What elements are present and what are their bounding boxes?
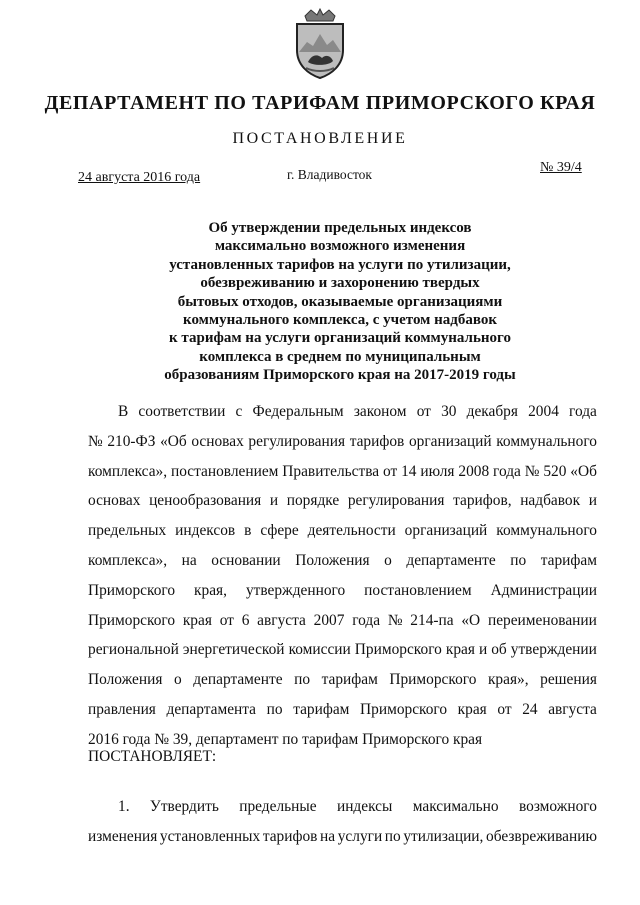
word: года bbox=[352, 611, 381, 629]
word: о bbox=[384, 551, 392, 569]
word: сфере bbox=[260, 522, 299, 540]
word: 2008 bbox=[458, 462, 490, 480]
word: Приморского bbox=[88, 611, 176, 629]
paragraph-line bbox=[88, 516, 597, 546]
word: августа bbox=[257, 611, 306, 629]
word: организаций bbox=[404, 522, 488, 540]
word: предельных bbox=[88, 522, 167, 540]
subject-line: комплекса в среднем по муниципальным bbox=[199, 348, 481, 365]
subject-line: коммунального комплекса, с учетом надбавок bbox=[183, 312, 497, 329]
word: услуги bbox=[337, 827, 383, 845]
word: коммунального bbox=[496, 522, 597, 540]
word: края bbox=[445, 641, 475, 659]
word: основах bbox=[191, 432, 244, 450]
document-date: 24 августа 2016 года bbox=[78, 170, 201, 185]
word: индексов bbox=[175, 522, 236, 540]
word: предельные bbox=[239, 798, 317, 815]
word: «Об bbox=[160, 432, 187, 450]
subject-line: установленных тарифов на услуги по утилизации, bbox=[169, 256, 511, 273]
paragraph-line bbox=[88, 635, 597, 665]
word: по bbox=[384, 827, 401, 845]
word: коммунального bbox=[496, 432, 597, 450]
subject-line: обезвреживанию и захоронению твердых bbox=[200, 275, 480, 292]
paragraph-line bbox=[88, 546, 597, 576]
word: Приморского bbox=[354, 641, 442, 659]
word: края», bbox=[487, 671, 529, 689]
word: Приморского bbox=[88, 581, 176, 599]
word: об bbox=[491, 641, 507, 659]
word: Приморского bbox=[389, 671, 477, 689]
word: переименовании bbox=[487, 611, 597, 629]
word: июля bbox=[420, 462, 455, 480]
word: В bbox=[118, 403, 129, 420]
subject-line: бытовых отходов, оказываемые организациями bbox=[177, 293, 503, 310]
paragraph-line bbox=[88, 457, 597, 487]
word: порядке bbox=[286, 492, 340, 510]
word: года bbox=[493, 462, 521, 480]
word: от bbox=[416, 403, 431, 420]
word: № bbox=[524, 462, 540, 480]
word: постановлением bbox=[170, 462, 279, 480]
word: основах bbox=[88, 492, 141, 510]
word: Утвердить bbox=[149, 798, 219, 815]
word: организаций bbox=[408, 432, 492, 450]
word: Положения bbox=[295, 551, 370, 569]
word: № bbox=[387, 611, 403, 629]
item-1-paragraph bbox=[88, 792, 597, 852]
paragraph-line bbox=[88, 822, 597, 852]
word: «О bbox=[461, 611, 481, 629]
paragraph-line: 2016 года № 39, департамент по тарифам Приморского края bbox=[88, 730, 483, 748]
word: Администрации bbox=[490, 581, 597, 599]
paragraph-line bbox=[88, 665, 597, 695]
subject-line: к тарифам на услуги организаций коммунального bbox=[169, 330, 511, 347]
paragraph-line bbox=[88, 486, 597, 516]
word: края bbox=[182, 611, 212, 629]
word: 2007 bbox=[313, 611, 345, 629]
word: Положения bbox=[88, 671, 163, 689]
word: постановлением bbox=[364, 581, 472, 599]
word: декабря bbox=[466, 403, 518, 420]
word: энергетической bbox=[182, 641, 285, 659]
word: от bbox=[497, 700, 512, 718]
paragraph-line bbox=[88, 427, 597, 457]
word: основании bbox=[211, 551, 281, 569]
word: утвержденного bbox=[245, 581, 346, 599]
word: возможного bbox=[518, 798, 597, 815]
word: утверждении bbox=[510, 641, 597, 659]
word: с bbox=[235, 403, 243, 420]
word: по bbox=[294, 671, 311, 689]
word: правления bbox=[88, 700, 156, 718]
word: 24 bbox=[522, 700, 538, 718]
word: ценообразования bbox=[149, 492, 262, 510]
word: установленных bbox=[159, 827, 261, 845]
word: индексы bbox=[336, 798, 393, 815]
word: утилизации, bbox=[403, 827, 484, 845]
resolve-heading: ПОСТАНОВЛЯЕТ: bbox=[88, 748, 217, 765]
word: года bbox=[569, 403, 597, 420]
paragraph-line bbox=[88, 606, 597, 636]
word: надбавок bbox=[520, 492, 581, 510]
word: регулирования bbox=[347, 492, 445, 510]
word: Приморского bbox=[360, 700, 448, 718]
subject-line: образованиям Приморского края на 2017-2019 годы bbox=[164, 367, 516, 384]
word: 30 bbox=[441, 403, 457, 420]
word: тарифов bbox=[349, 432, 405, 450]
word: о bbox=[173, 671, 182, 689]
word: 210-ФЗ bbox=[107, 432, 156, 450]
paragraph-line bbox=[88, 576, 597, 606]
word: № bbox=[88, 432, 103, 450]
word: на bbox=[320, 827, 336, 845]
word: 6 bbox=[241, 611, 250, 629]
document-number: № 39/4 bbox=[540, 160, 582, 175]
paragraph-line bbox=[88, 695, 597, 725]
word: 214-па bbox=[410, 611, 454, 629]
word: «Об bbox=[570, 462, 597, 480]
subject-line: Об утверждении предельных индексов bbox=[208, 220, 472, 236]
word: тарифов, bbox=[453, 492, 512, 510]
word: края, bbox=[194, 581, 227, 599]
word: тарифам bbox=[540, 551, 597, 569]
word: решения bbox=[540, 671, 597, 689]
word: законом bbox=[353, 403, 407, 420]
paragraph-line bbox=[88, 792, 597, 822]
document-type: ПОСТАНОВЛЕНИЕ bbox=[232, 130, 408, 147]
word: Федеральным bbox=[252, 403, 344, 420]
word: 520 bbox=[543, 462, 567, 480]
word: и bbox=[478, 641, 488, 659]
word: в bbox=[244, 522, 252, 540]
word: обезвреживанию bbox=[486, 827, 597, 845]
word: департамента bbox=[166, 700, 257, 718]
word: по bbox=[510, 551, 527, 569]
word: августа bbox=[548, 700, 597, 718]
word: 1. bbox=[118, 798, 130, 815]
word: комиссии bbox=[288, 641, 351, 659]
document-city: г. Владивосток bbox=[287, 167, 372, 182]
word: максимально bbox=[412, 798, 499, 815]
word: изменения bbox=[88, 827, 158, 845]
word: комплекса», bbox=[88, 462, 168, 480]
department-title: ДЕПАРТАМЕНТ ПО ТАРИФАМ ПРИМОРСКОГО КРАЯ bbox=[44, 92, 596, 114]
word: региональной bbox=[88, 641, 179, 659]
word: на bbox=[181, 551, 197, 569]
word: регулирования bbox=[248, 432, 346, 450]
word: Правительства bbox=[282, 462, 380, 480]
paragraph-line bbox=[88, 397, 597, 427]
word: 14 bbox=[401, 462, 417, 480]
coat-of-arms-icon bbox=[291, 8, 349, 80]
word: 2004 bbox=[528, 403, 559, 420]
word: тарифам bbox=[293, 700, 350, 718]
word: от bbox=[383, 462, 398, 480]
word: деятельности bbox=[307, 522, 396, 540]
word: департаменте bbox=[406, 551, 496, 569]
word: и bbox=[588, 492, 597, 510]
word: тарифов bbox=[262, 827, 318, 845]
subject-line: максимально возможного изменения bbox=[214, 238, 466, 255]
word: и bbox=[269, 492, 279, 510]
word: комплекса», bbox=[88, 551, 168, 569]
document-subject bbox=[100, 219, 580, 385]
preamble-paragraph bbox=[88, 397, 597, 755]
word: департаменте bbox=[193, 671, 283, 689]
word: по bbox=[266, 700, 283, 718]
word: от bbox=[219, 611, 234, 629]
word: края bbox=[457, 700, 487, 718]
word: тарифам bbox=[321, 671, 378, 689]
word: соответствии bbox=[138, 403, 226, 420]
